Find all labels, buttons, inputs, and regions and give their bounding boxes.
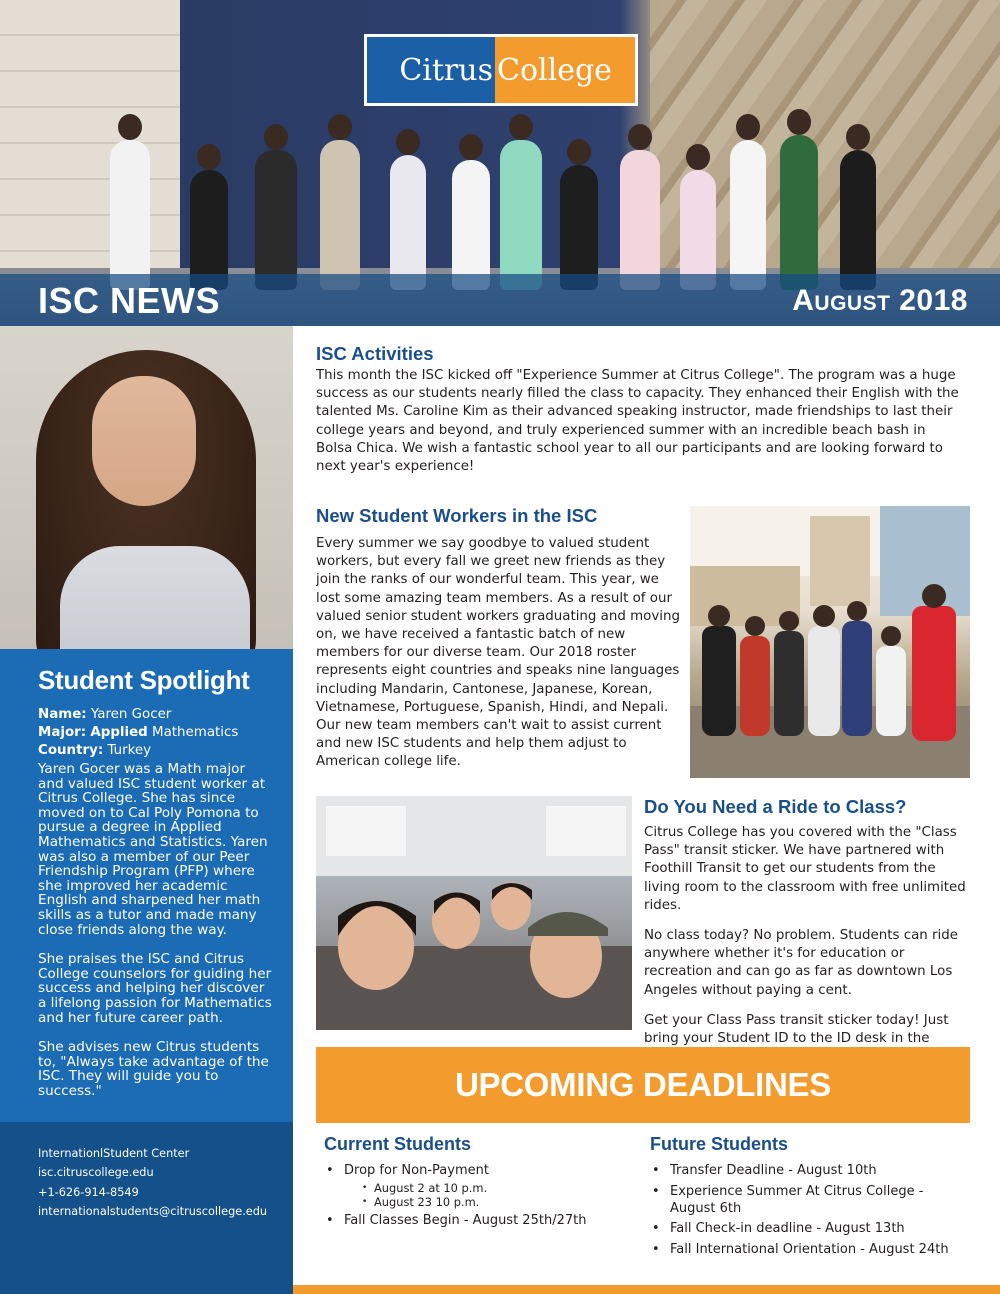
logo-word-citrus: Citrus: [367, 37, 495, 103]
deadlines-banner-text: UPCOMING DEADLINES: [455, 1066, 831, 1103]
current-students-title: Current Students: [324, 1134, 472, 1154]
future-deadlines-list: [650, 1163, 980, 1259]
spotlight-paragraph: She advises new Citrus students to, "Always take advantage of the ISC. They will guide you to success.": [38, 1039, 269, 1099]
country-label: Country:: [38, 743, 104, 758]
contact-email-link[interactable]: internationalstudents@citruscollege.edu: [38, 1205, 268, 1219]
deadline-text: Drop for Non-Payment: [344, 1163, 489, 1178]
sub-list-item: • August 2 at 10 p.m.: [362, 1181, 644, 1195]
future-students-column: [650, 1134, 980, 1263]
current-deadlines-list: [324, 1163, 644, 1230]
future-students-title: Future Students: [650, 1134, 788, 1154]
newsletter-title: ISC NEWS: [38, 280, 221, 321]
ride-paragraph: Get your Class Pass transit sticker today! Just bring your Student ID to the ID desk in the: [644, 1012, 949, 1047]
contact-panel: [0, 1122, 293, 1294]
major-value-bold: Applied: [90, 725, 148, 740]
current-students-column: [324, 1134, 644, 1234]
sub-list-item: • August 23 10 p.m.: [362, 1195, 644, 1209]
student-workers-group-photo: [690, 506, 970, 778]
major-label: Major:: [38, 725, 87, 740]
students-on-train-photo: [316, 796, 632, 1030]
spotlight-fields: [38, 706, 273, 760]
upcoming-deadlines-banner: [316, 1047, 970, 1123]
list-item: • Fall Classes Begin - August 25th/27th: [324, 1213, 644, 1230]
isc-activities-section: [316, 343, 966, 476]
spotlight-paragraph: She praises the ISC and Citrus College counselors for guiding her success and helping her discover a lifelong passion for Mathematics and her future career path.: [38, 951, 272, 1026]
activities-title: ISC Activities: [316, 343, 434, 364]
name-value: Yaren Gocer: [90, 707, 172, 722]
spotlight-major-row: [38, 724, 273, 742]
list-item: [324, 1163, 644, 1209]
logo-word-college: College: [495, 37, 635, 103]
contact-website-link[interactable]: isc.citruscollege.edu: [38, 1166, 154, 1180]
list-item: • Fall International Orientation - August 24th: [650, 1242, 980, 1259]
contact-phone: +1-626-914-8549: [38, 1185, 139, 1199]
list-item: • Experience Summer At Citrus College -August 6th: [650, 1184, 980, 1218]
ride-body: [644, 824, 972, 1066]
issue-date: August 2018: [792, 284, 968, 317]
workers-title: New Student Workers in the ISC: [316, 505, 598, 526]
country-value: Turkey: [107, 743, 152, 758]
activities-body: This month the ISC kicked off "Experience Summer at Citrus College". The program was a huge success as our students nearly filled the class to capacity. They enhanced their English with the talented Ms. Caroline Kim as their advanced speaking instructor, made friendships to last their college years and beyond, and truly experienced summer with an incredible beach bash in Bolsa Chica. We wish a fantastic school year to all our participants and are looking forward to next year's experience!: [316, 368, 959, 475]
student-spotlight-panel: [0, 649, 293, 1122]
header-banner: [0, 0, 1000, 326]
workers-body: Every summer we say goodbye to valued student workers, but every fall we greet new friends as they join the ranks of our wonderful team. This year, we lost some amazing team members. As a result of our valued senior student workers graduating and moving on, we have received a fantastic batch of new members for our diverse team. Our 2018 roster represents eight countries and speaks nine languages including Mandarin, Cantonese, Japanese, Korean, Vietnamese, Portuguese, Spanish, Hindi, and Nepali. Our new team members can't wait to assist current and new ISC students and help them adjust to American college life.: [316, 536, 680, 770]
ride-paragraph: No class today? No problem. Students can ride anywhere whether it's for education or recreation and can go as far as downtown Los Angeles without paying a cent.: [644, 928, 959, 998]
ride-paragraph: Citrus College has you covered with the "Class Pass" transit sticker. We have partnered with Foothill Transit to get our students from the living room to the classroom with free unlimited rides.: [644, 825, 966, 913]
contact-org: InternationlStudent Center: [38, 1147, 190, 1160]
spotlight-country-row: [38, 742, 273, 760]
spotlight-name-row: [38, 706, 273, 724]
spotlight-heading: Student Spotlight: [38, 665, 250, 695]
student-portrait-photo: [0, 326, 293, 649]
list-item: • Fall Check-in deadline - August 13th: [650, 1221, 980, 1238]
name-label: Name:: [38, 707, 87, 722]
ride-title: Do You Need a Ride to Class?: [644, 796, 907, 817]
list-item: • Transfer Deadline - August 10th: [650, 1163, 980, 1180]
citrus-college-logo: [364, 34, 638, 106]
spotlight-paragraph: Yaren Gocer was a Math major and valued ISC student worker at Citrus College. She has since moved on to Cal Poly Pomona to pursue a degree in Applied Mathematics and Statistics. Yaren was also a member of our Peer Friendship Program (PFP) where she improved her academic English and sharpened her math skills as a tutor and made many close friends along the way.: [38, 761, 268, 938]
bottom-accent-bar: [293, 1285, 1000, 1294]
major-value: Mathematics: [152, 725, 239, 740]
sub-list: [362, 1181, 644, 1209]
